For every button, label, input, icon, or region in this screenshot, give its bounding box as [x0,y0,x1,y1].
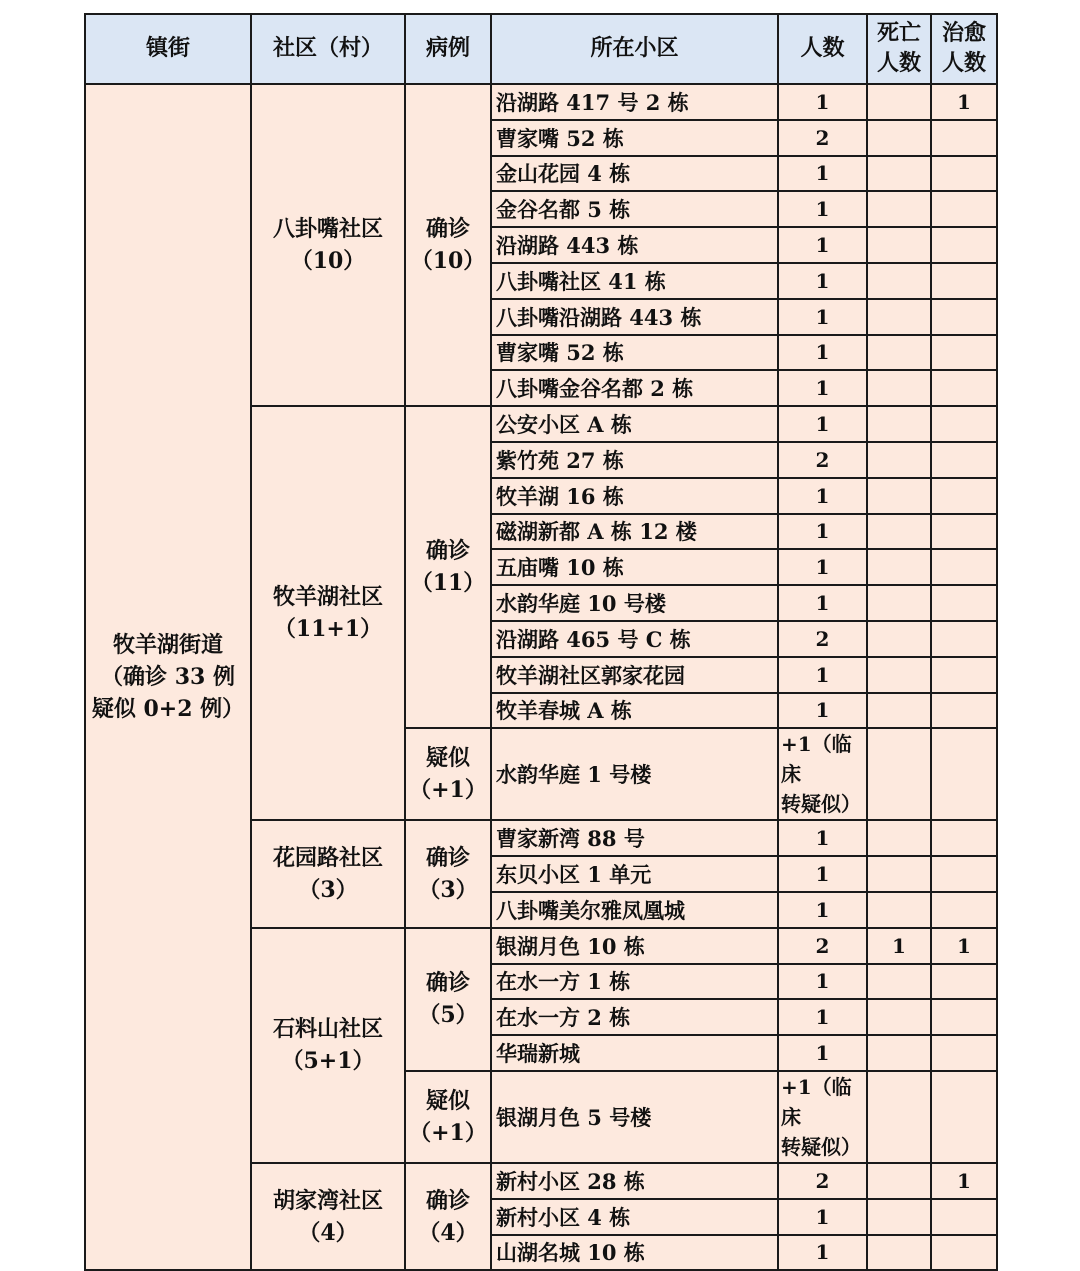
community-count: （4） [298,1219,358,1246]
case-type-count: （+1） [409,1119,487,1146]
count-cell: 1 [778,370,867,406]
community-cell [251,820,405,927]
community-count: （3） [298,877,358,904]
cured-cell [931,299,997,335]
death-cell [867,585,931,621]
count-cell: 1 [778,856,867,892]
death-cell [867,621,931,657]
death-cell [867,1071,931,1163]
case-type-count: （+1） [409,777,487,804]
cured-cell [931,549,997,585]
death-cell [867,478,931,514]
location-cell: 金山花园 4 栋 [491,156,778,192]
cured-cell [931,999,997,1035]
count-cell: 2 [778,442,867,478]
death-cell [867,964,931,1000]
death-cell [867,1235,931,1271]
death-cell [867,892,931,928]
case-type-count: （4） [418,1219,478,1246]
cured-cell [931,657,997,693]
community-count: （11+1） [273,616,383,643]
count-cell: 1 [778,820,867,856]
case-type-cell [405,1163,491,1270]
cured-cell [931,1235,997,1271]
count-cell: 1 [778,299,867,335]
case-type-count: （10） [410,248,486,275]
location-cell: 山湖名城 10 栋 [491,1235,778,1271]
cured-cell [931,728,997,820]
header-case-type: 病例 [405,14,491,84]
count-note: 转疑似） [781,1134,861,1159]
case-type-cell [405,728,491,820]
count-cell: 1 [778,549,867,585]
count-cell: 1 [778,1199,867,1235]
header-row [85,14,997,84]
death-cell [867,191,931,227]
death-cell [867,370,931,406]
death-cell [867,820,931,856]
count-cell: 1 [778,263,867,299]
cured-cell [931,892,997,928]
location-cell: 曹家新湾 88 号 [491,820,778,856]
location-cell: 八卦嘴社区 41 栋 [491,263,778,299]
case-type-label: 确诊 [425,538,470,565]
count-cell: 1 [778,478,867,514]
cured-cell [931,227,997,263]
community-name: 八卦嘴社区 [272,216,383,243]
cured-cell [931,478,997,514]
death-cell [867,514,931,550]
location-cell: 沿湖路 443 栋 [491,227,778,263]
community-cell [251,1163,405,1270]
cured-cell [931,370,997,406]
header-count: 人数 [778,14,867,84]
community-count: （5+1） [281,1048,375,1075]
community-name: 花园路社区 [272,845,383,872]
count-cell: 2 [778,1163,867,1199]
case-type-label: 疑似 [425,1087,470,1114]
cured-cell [931,335,997,371]
case-table [84,13,998,1271]
community-name: 石料山社区 [272,1016,383,1043]
location-cell: 八卦嘴金谷名都 2 栋 [491,370,778,406]
count-cell [778,1071,867,1163]
cured-cell [931,1035,997,1071]
location-cell: 公安小区 A 栋 [491,406,778,442]
location-cell: 在水一方 1 栋 [491,964,778,1000]
location-cell: 曹家嘴 52 栋 [491,335,778,371]
location-cell: 银湖月色 5 号楼 [491,1071,778,1163]
count-cell: 1 [778,514,867,550]
location-cell: 紫竹苑 27 栋 [491,442,778,478]
case-type-count: （5） [418,1002,478,1029]
location-cell: 磁湖新都 A 栋 12 楼 [491,514,778,550]
cured-cell [931,120,997,156]
cured-cell [931,263,997,299]
case-type-label: 确诊 [425,1187,470,1214]
location-cell: 新村小区 28 栋 [491,1163,778,1199]
death-cell [867,335,931,371]
location-cell: 华瑞新城 [491,1035,778,1071]
death-cell [867,657,931,693]
count-cell: 1 [778,892,867,928]
count-cell: 1 [778,999,867,1035]
death-cell: 1 [867,928,931,964]
location-cell: 牧羊湖 16 栋 [491,478,778,514]
death-cell [867,1035,931,1071]
cured-cell: 1 [931,1163,997,1199]
count-note: 转疑似） [781,792,861,817]
case-type-label: 确诊 [425,216,470,243]
header-community: 社区（村） [251,14,405,84]
death-cell [867,693,931,729]
street-cell [85,84,251,1270]
cured-cell [931,514,997,550]
header-cured: 治愈 人数 [931,14,997,84]
count-cell: 1 [778,406,867,442]
death-cell [867,156,931,192]
count-cell: 1 [778,191,867,227]
cured-cell [931,964,997,1000]
community-cell [251,84,405,406]
count-cell: 1 [778,156,867,192]
count-cell: 1 [778,693,867,729]
street-label: （确诊 33 例 [101,664,235,691]
count-cell: 1 [778,657,867,693]
street-label: 牧羊湖街道 [112,632,223,659]
cured-cell [931,191,997,227]
header-street: 镇街 [85,14,251,84]
table-body [85,84,997,1270]
location-cell: 曹家嘴 52 栋 [491,120,778,156]
location-cell: 在水一方 2 栋 [491,999,778,1035]
death-cell [867,406,931,442]
street-label: 疑似 0+2 例） [91,696,245,723]
count-note: +1（临床 [781,1074,852,1129]
header-location: 所在小区 [491,14,778,84]
cured-cell [931,1199,997,1235]
location-cell: 东贝小区 1 单元 [491,856,778,892]
death-cell [867,856,931,892]
death-cell [867,263,931,299]
count-cell: 1 [778,227,867,263]
location-cell: 水韵华庭 1 号楼 [491,728,778,820]
death-cell [867,728,931,820]
count-cell [778,728,867,820]
death-cell [867,120,931,156]
cured-cell [931,156,997,192]
death-cell [867,299,931,335]
count-cell: 1 [778,585,867,621]
location-cell: 五庙嘴 10 栋 [491,549,778,585]
case-type-cell [405,84,491,406]
cured-cell: 1 [931,928,997,964]
location-cell: 八卦嘴美尔雅凤凰城 [491,892,778,928]
location-cell: 沿湖路 465 号 C 栋 [491,621,778,657]
death-cell [867,1199,931,1235]
cured-cell [931,856,997,892]
location-cell: 新村小区 4 栋 [491,1199,778,1235]
cured-cell [931,406,997,442]
count-cell: 2 [778,621,867,657]
case-type-cell [405,1071,491,1163]
table-row [85,84,997,120]
community-name: 牧羊湖社区 [272,584,383,611]
death-cell [867,442,931,478]
community-count: （10） [290,248,366,275]
death-cell [867,549,931,585]
community-cell [251,406,405,820]
location-cell: 牧羊春城 A 栋 [491,693,778,729]
cured-cell [931,1071,997,1163]
cured-cell [931,693,997,729]
case-type-label: 确诊 [425,970,470,997]
death-cell [867,999,931,1035]
count-cell: 1 [778,964,867,1000]
cured-cell [931,820,997,856]
location-cell: 沿湖路 417 号 2 栋 [491,84,778,120]
cured-cell [931,442,997,478]
count-cell: 1 [778,84,867,120]
case-type-cell [405,928,491,1071]
location-cell: 八卦嘴沿湖路 443 栋 [491,299,778,335]
cured-cell: 1 [931,84,997,120]
cured-cell [931,621,997,657]
case-type-count: （11） [410,570,486,597]
count-cell: 1 [778,1035,867,1071]
death-cell [867,227,931,263]
location-cell: 水韵华庭 10 号楼 [491,585,778,621]
header-deaths: 死亡 人数 [867,14,931,84]
death-cell [867,1163,931,1199]
location-cell: 银湖月色 10 栋 [491,928,778,964]
cured-cell [931,585,997,621]
count-cell: 1 [778,1235,867,1271]
case-type-label: 疑似 [425,745,470,772]
case-type-label: 确诊 [425,845,470,872]
count-cell: 1 [778,335,867,371]
case-type-count: （3） [418,877,478,904]
death-cell [867,84,931,120]
count-cell: 2 [778,928,867,964]
community-name: 胡家湾社区 [272,1187,383,1214]
case-type-cell [405,820,491,927]
community-cell [251,928,405,1163]
count-note: +1（临床 [781,732,852,787]
location-cell: 牧羊湖社区郭家花园 [491,657,778,693]
count-cell: 2 [778,120,867,156]
location-cell: 金谷名都 5 栋 [491,191,778,227]
case-type-cell [405,406,491,728]
